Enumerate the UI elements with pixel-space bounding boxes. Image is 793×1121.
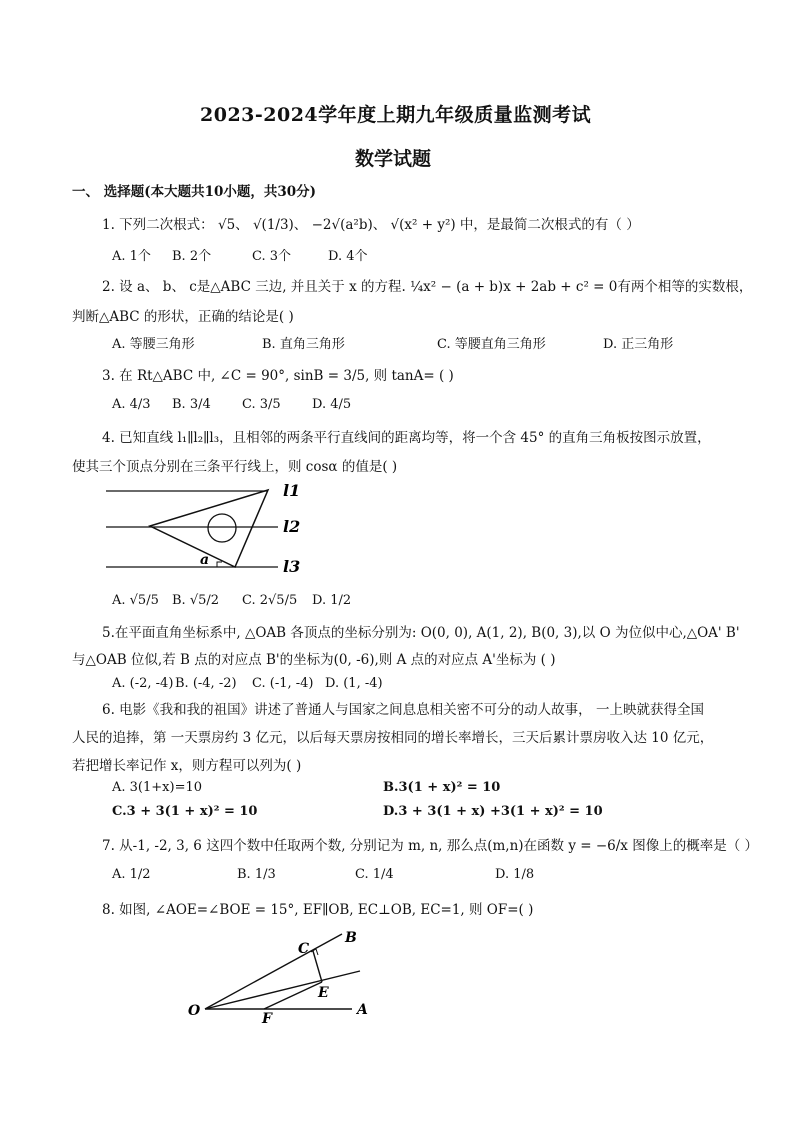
q6-option-d: D.3 + 3(1 + x) +3(1 + x)² = 10 — [383, 804, 603, 819]
q4-option-d: D. 1/2 — [312, 593, 352, 608]
question-6-line1: 6. 电影《我和我的祖国》讲述了普通人与国家之间息息相关密不可分的动人故事， 一上映就获得全国 — [102, 702, 704, 718]
q7-option-d: D. 1/8 — [495, 867, 535, 882]
q2-option-a: A. 等腰三角形 — [112, 337, 195, 352]
label-e: E — [318, 985, 329, 1001]
q4-option-b: B. √5/2 — [172, 593, 220, 608]
question-3-text: 3. 在 Rt△ABC 中, ∠C = 90°, sinB = 3/5, 则 tanA= ( ) — [102, 368, 454, 384]
question-7-text: 7. 从-1, -2, 3, 6 这四个数中任取两个数, 分别记为 m, n, 那么点(m,n)在函数 y = −6/x 图像上的概率是（ ） — [102, 838, 759, 854]
q7-option-b: B. 1/3 — [237, 867, 276, 882]
question-4-line1: 4. 已知直线 l₁∥l₂∥l₃，且相邻的两条平行直线间的距离均等，将一个含 45° 的直角三角板按图示放置， — [102, 430, 711, 446]
q5-option-d: D. (1, -4) — [325, 676, 383, 691]
q5-option-b: B. (-4, -2) — [175, 676, 237, 691]
question-2-line1: 2. 设 a、 b、 c是△ABC 三边, 并且关于 x 的方程. ¼x² − (a + b)x + 2ab + c² = 0有两个相等的实数根， — [102, 279, 753, 295]
q5-option-a: A. (-2, -4) — [112, 676, 174, 691]
label-l2: l2 — [283, 517, 301, 536]
q4-option-a: A. √5/5 — [112, 593, 159, 608]
label-l1: l1 — [283, 481, 301, 500]
section-heading: 一、 选择题(本大题共10小题，共30分) — [72, 184, 317, 200]
question-8-text: 8. 如图, ∠AOE=∠BOE = 15°, EF∥OB, EC⊥OB, EC=1, 则 OF=( ) — [102, 902, 534, 918]
label-c: C — [298, 941, 310, 957]
question-4-line2: 使其三个顶点分别在三条平行线上，则 cosα 的值是( ) — [72, 459, 398, 475]
q8-figure — [180, 925, 380, 1025]
q3-option-b: B. 3/4 — [172, 397, 211, 412]
q2-option-b: B. 直角三角形 — [262, 337, 345, 352]
question-6-line2: 人民的追捧，第 一天票房约 3 亿元，以后每天票房按相同的增长率增长，三天后累计票房收入达 10 亿元， — [72, 730, 714, 746]
q2-option-d: D. 正三角形 — [603, 337, 674, 352]
q6-option-a: A. 3(1+x)=10 — [112, 780, 202, 795]
q3-option-a: A. 4/3 — [112, 397, 151, 412]
q3-option-d: D. 4/5 — [312, 397, 352, 412]
label-b: B — [345, 930, 357, 946]
label-alpha: a — [200, 552, 210, 568]
q3-option-c: C. 3/5 — [242, 397, 281, 412]
q6-option-b: B.3(1 + x)² = 10 — [383, 780, 501, 795]
page-title: 2023-2024学年度上期九年级质量监测考试 — [200, 104, 592, 126]
q1-option-d: D. 4个 — [328, 249, 368, 264]
q7-option-c: C. 1/4 — [355, 867, 394, 882]
label-a: A — [357, 1002, 368, 1018]
label-l3: l3 — [283, 557, 301, 576]
q4-option-c: C. 2√5/5 — [242, 593, 298, 608]
question-1-text: 1. 下列二次根式： √5、 √(1/3)、 −2√(a²b)、 √(x² + y²) 中，是最简二次根式的有（ ） — [102, 217, 640, 233]
q7-option-a: A. 1/2 — [112, 867, 151, 882]
label-f: F — [262, 1011, 272, 1025]
q6-option-c: C.3 + 3(1 + x)² = 10 — [112, 804, 258, 819]
q2-option-c: C. 等腰直角三角形 — [437, 337, 546, 352]
q5-option-c: C. (-1, -4) — [252, 676, 314, 691]
question-5-line1: 5.在平面直角坐标系中, △OAB 各顶点的坐标分别为: O(0, 0), A(1, 2), B(0, 3),以 O 为位似中心,△OA' B' — [102, 625, 740, 641]
question-6-line3: 若把增长率记作 x，则方程可以列为( ) — [72, 758, 302, 774]
page-subtitle: 数学试题 — [355, 148, 432, 170]
question-2-line2: 判断△ABC 的形状，正确的结论是( ) — [72, 309, 294, 325]
q1-option-a: A. 1个 — [112, 249, 151, 264]
label-o: O — [188, 1003, 201, 1019]
q1-option-b: B. 2个 — [172, 249, 212, 264]
q1-option-c: C. 3个 — [252, 249, 292, 264]
q4-figure — [100, 478, 320, 578]
question-5-line2: 与△OAB 位似,若 B 点的对应点 B'的坐标为(0, -6),则 A 点的对应点 A'坐标为 ( ) — [72, 652, 556, 668]
